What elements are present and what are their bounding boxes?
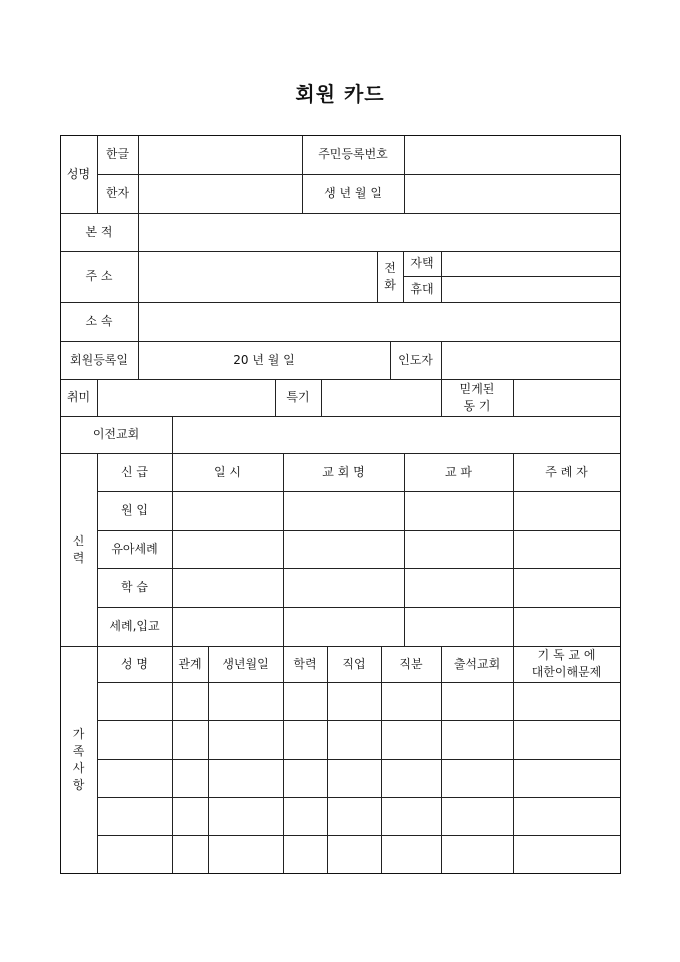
family-cell[interactable]: [327, 835, 382, 874]
hanja-label: 한자: [97, 174, 139, 214]
family-cell[interactable]: [441, 797, 514, 836]
hangul-name-field[interactable]: [138, 135, 303, 175]
family-cell[interactable]: [381, 759, 442, 798]
address-field[interactable]: [138, 251, 378, 303]
family-cell[interactable]: [327, 797, 382, 836]
hobby-label: 취미: [60, 379, 98, 417]
faith-history-cell[interactable]: [513, 491, 621, 531]
faith-history-cell[interactable]: [513, 607, 621, 647]
family-header: 기 독 교 에 대한이해문제: [513, 646, 621, 683]
family-cell[interactable]: [283, 682, 328, 721]
family-cell[interactable]: [172, 720, 209, 760]
faith-history-row-label: 학 습: [97, 568, 173, 608]
family-cell[interactable]: [283, 835, 328, 874]
faith-history-cell[interactable]: [283, 568, 405, 608]
faith-history-cell[interactable]: [172, 530, 284, 569]
phone-label: 전 화: [377, 251, 404, 303]
faith-history-cell[interactable]: [283, 491, 405, 531]
family-cell[interactable]: [172, 682, 209, 721]
family-cell[interactable]: [97, 759, 173, 798]
family-header: 성 명: [97, 646, 173, 683]
faith-history-cell[interactable]: [513, 568, 621, 608]
previous-church-label: 이전교회: [60, 416, 173, 454]
faith-history-cell[interactable]: [404, 568, 514, 608]
family-cell[interactable]: [208, 759, 284, 798]
family-cell[interactable]: [441, 682, 514, 721]
family-cell[interactable]: [208, 797, 284, 836]
guide-field[interactable]: [441, 341, 621, 380]
faith-history-header: 주 례 자: [513, 453, 621, 492]
family-cell[interactable]: [513, 759, 621, 798]
home-phone-label: 자택: [403, 251, 442, 277]
faith-history-row-label: 유아세례: [97, 530, 173, 569]
faith-history-cell[interactable]: [172, 607, 284, 647]
faith-history-cell[interactable]: [283, 607, 405, 647]
faith-history-row-label: 세례,입교: [97, 607, 173, 647]
family-cell[interactable]: [172, 797, 209, 836]
family-cell[interactable]: [513, 797, 621, 836]
family-cell[interactable]: [97, 682, 173, 721]
family-cell[interactable]: [208, 682, 284, 721]
family-cell[interactable]: [97, 720, 173, 760]
mobile-phone-label: 휴대: [403, 276, 442, 303]
address-label: 주 소: [60, 251, 139, 303]
family-header: 출석교회: [441, 646, 514, 683]
faith-history-cell[interactable]: [404, 607, 514, 647]
faith-history-header: 신 급: [97, 453, 173, 492]
family-cell[interactable]: [283, 759, 328, 798]
faith-history-cell[interactable]: [172, 568, 284, 608]
family-cell[interactable]: [283, 720, 328, 760]
faith-history-cell[interactable]: [283, 530, 405, 569]
family-cell[interactable]: [208, 835, 284, 874]
family-cell[interactable]: [381, 797, 442, 836]
family-cell[interactable]: [513, 682, 621, 721]
birth-date-label: 생 년 월 일: [302, 174, 405, 214]
faith-history-header: 교 파: [404, 453, 514, 492]
family-cell[interactable]: [441, 720, 514, 760]
affiliation-field[interactable]: [138, 302, 621, 342]
domicile-field[interactable]: [138, 213, 621, 252]
home-phone-field[interactable]: [441, 251, 621, 277]
faith-history-cell[interactable]: [404, 530, 514, 569]
family-cell[interactable]: [381, 720, 442, 760]
previous-church-field[interactable]: [172, 416, 621, 454]
family-cell[interactable]: [327, 759, 382, 798]
faith-history-cell[interactable]: [172, 491, 284, 531]
family-cell[interactable]: [381, 835, 442, 874]
family-cell[interactable]: [513, 835, 621, 874]
family-cell[interactable]: [97, 835, 173, 874]
family-cell[interactable]: [441, 759, 514, 798]
name-label: 성명: [60, 135, 98, 214]
birth-date-field[interactable]: [404, 174, 621, 214]
motive-label: 믿게된 동 기: [441, 379, 514, 417]
family-cell[interactable]: [172, 835, 209, 874]
family-cell[interactable]: [327, 682, 382, 721]
hangul-label: 한글: [97, 135, 139, 175]
mobile-phone-field[interactable]: [441, 276, 621, 303]
family-header: 직분: [381, 646, 442, 683]
motive-field[interactable]: [513, 379, 621, 417]
hanja-name-field[interactable]: [138, 174, 303, 214]
faith-history-label: 신 력: [60, 453, 98, 647]
family-cell[interactable]: [97, 797, 173, 836]
domicile-label: 본 적: [60, 213, 139, 252]
family-cell[interactable]: [208, 720, 284, 760]
talent-label: 특기: [275, 379, 322, 417]
registration-date-label: 회원등록일: [60, 341, 139, 380]
family-cell[interactable]: [381, 682, 442, 721]
family-cell[interactable]: [441, 835, 514, 874]
hobby-field[interactable]: [97, 379, 276, 417]
family-cell[interactable]: [283, 797, 328, 836]
resident-number-field[interactable]: [404, 135, 621, 175]
family-cell[interactable]: [513, 720, 621, 760]
family-header: 관계: [172, 646, 209, 683]
family-cell[interactable]: [327, 720, 382, 760]
faith-history-header: 일 시: [172, 453, 284, 492]
affiliation-label: 소 속: [60, 302, 139, 342]
faith-history-header: 교 회 명: [283, 453, 405, 492]
faith-history-cell[interactable]: [513, 530, 621, 569]
family-header: 생년월일: [208, 646, 284, 683]
family-cell[interactable]: [172, 759, 209, 798]
family-header: 학력: [283, 646, 328, 683]
family-label: 가 족 사 항: [60, 646, 98, 874]
family-header: 직업: [327, 646, 382, 683]
page-title: 회원 카드: [295, 82, 385, 106]
guide-label: 인도자: [390, 341, 442, 380]
resident-number-label: 주민등록번호: [302, 135, 405, 175]
faith-history-cell[interactable]: [404, 491, 514, 531]
faith-history-row-label: 원 입: [97, 491, 173, 531]
talent-field[interactable]: [321, 379, 442, 417]
registration-date-field[interactable]: 20 년 월 일: [138, 341, 391, 380]
